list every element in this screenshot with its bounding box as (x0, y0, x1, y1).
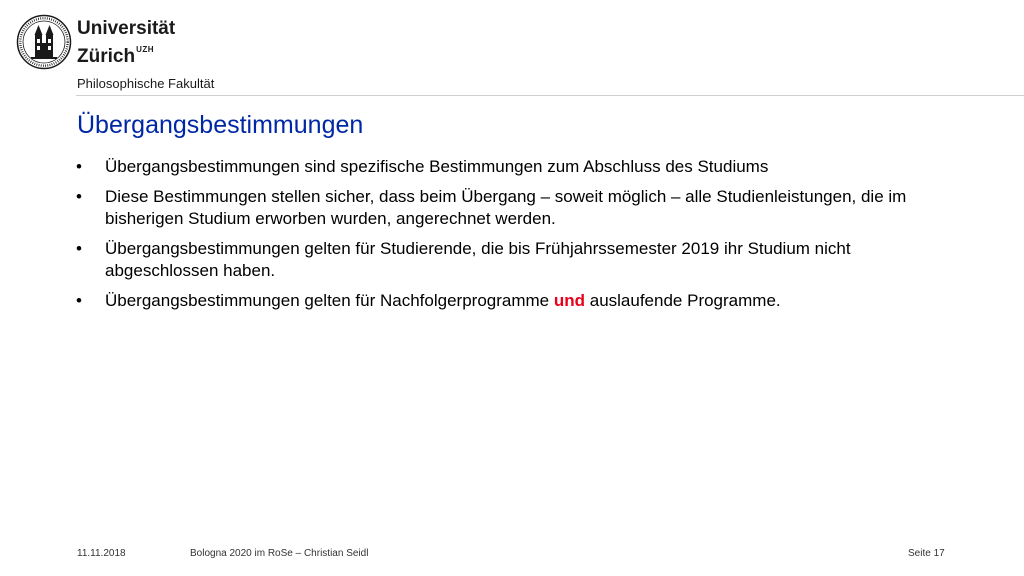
bullet-text (105, 291, 781, 310)
footer-date: 11.11.2018 (77, 548, 126, 559)
bullet-text-before: Übergangsbestimmungen gelten für Nachfolgerprogramme (105, 291, 554, 310)
bullet-item (76, 290, 956, 312)
bullet-item (76, 156, 956, 178)
logo-line-2 (77, 39, 175, 67)
bullet-text: Diese Bestimmungen stellen sicher, dass beim Übergang – soweit möglich – alle Studienleistungen, die im bisherigen Studium erworben wurden, angerechnet werden. (105, 187, 907, 228)
slide-title: Übergangsbestimmungen (77, 111, 364, 139)
bullet-marker: • (76, 157, 82, 176)
bullet-text: Übergangsbestimmungen sind spezifische Bestimmungen zum Abschluss des Studiums (105, 157, 769, 176)
bullet-list (76, 156, 956, 320)
logo-line-1: Universität (77, 18, 176, 39)
logo-zurich: Zürich (77, 46, 136, 67)
footer-page-number: Seite 17 (908, 548, 945, 559)
footer-presentation-title: Bologna 2020 im RoSe – Christian Seidl (190, 548, 369, 559)
header-divider (76, 95, 1024, 96)
bullet-item (76, 238, 956, 282)
bullet-text-after: auslaufende Programme. (585, 291, 781, 310)
faculty-label: Philosophische Fakultät (77, 76, 215, 91)
bullet-text: Übergangsbestimmungen gelten für Studierende, die bis Frühjahrssemester 2019 ihr Studium nicht abgeschlossen haben. (105, 239, 851, 280)
bullet-marker: • (76, 239, 82, 258)
bullet-item (76, 186, 956, 230)
bullet-marker: • (76, 291, 82, 310)
uzh-seal-logo (16, 14, 72, 70)
highlight-und: und (553, 291, 586, 310)
logo-uzh-sup: UZH (136, 45, 155, 54)
university-logo-text (77, 18, 175, 67)
bullet-marker: • (76, 187, 82, 206)
